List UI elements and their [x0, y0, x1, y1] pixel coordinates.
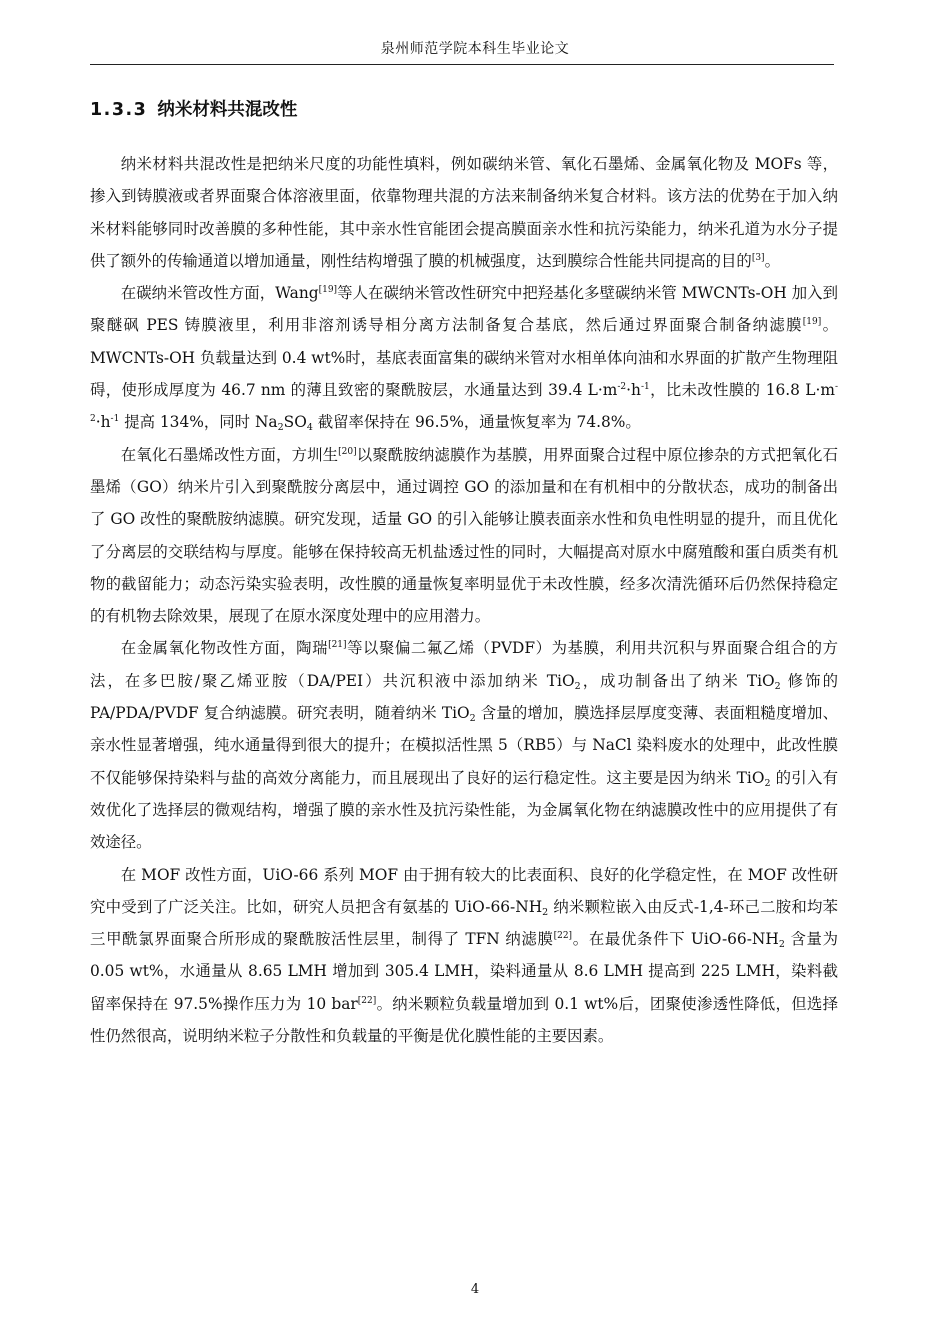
subscript: 2: [774, 680, 781, 692]
paragraph-text: 在金属氧化物改性方面，陶瑞: [120, 639, 329, 658]
paragraph-text: 等人在碳纳米管改性研究中把羟基化多壁碳纳米管 MWCNTs-OH 加入到聚醚砜 PES 铸膜液里，利用非溶剂诱导相分离方法制备复合基底，然后通过界面聚合制备纳滤膜: [90, 284, 838, 335]
header-title: 泉州师范学院本科生毕业论文: [380, 41, 570, 57]
citation-ref: [21]: [328, 640, 347, 651]
header-rule: [90, 64, 834, 65]
subscript: 2: [277, 422, 284, 434]
subscript: 2: [778, 939, 785, 951]
paragraph-text: 含量为 0.05 wt%，水通量从 8.65 LMH 增加到 305.4 LMH，染料通量从 8.6 LMH 提高到 225 LMH，染料截留率保持在 97.5%操作压力为 10 bar: [90, 930, 838, 1013]
paragraph-text: 的引入有效优化了选择层的微观结构，增强了膜的亲水性及抗污染性能，为金属氧化物在纳滤膜改性中的应用提供了有效途径。: [90, 768, 838, 852]
paragraph-text: 。纳米颗粒负载量增加到 0.1 wt%后，团聚使渗透性降低，但选择性仍然很高，说明纳米粒子分散性和负载量的平衡是优化膜性能的主要因素。: [90, 994, 838, 1046]
paragraph-4: [90, 632, 838, 858]
paragraph-text: ·h: [95, 413, 111, 432]
paragraph-text: 。在最优条件下 UiO-66-NH: [572, 930, 779, 949]
subscript: 2: [542, 906, 549, 918]
superscript: -1: [640, 382, 650, 393]
paragraph-text: ·h: [626, 381, 641, 400]
citation-ref: [19]: [318, 285, 338, 296]
paragraph-5: [90, 859, 838, 1053]
subscript: 2: [764, 777, 771, 789]
citation-ref: [3]: [751, 252, 765, 263]
paragraph-text: 在 MOF 改性方面，UiO-66 系列 MOF 由于拥有较大的比表面积、良好的化学稳定性，在 MOF 改性研究中受到了广泛关注。比如，研究人员把含有氨基的 UiO-66-NH: [90, 865, 838, 916]
paragraph-text: 纳米颗粒嵌入由反式-1,4-环己二胺和均苯三甲酰氯界面聚合所形成的聚酰胺活性层里，制得了 TFN 纳滤膜: [90, 897, 838, 949]
paragraph-text: 以聚酰胺纳滤膜作为基膜，用界面聚合过程中原位掺杂的方式把氧化石墨烯（GO）纳米片引入到聚酰胺分离层中，通过调控 GO 的添加量和在有机相中的分散状态，成功的制备出了 GO 改性的聚酰胺纳滤膜。研究发现，适量 GO 的引入能够让膜表面亲水性和负电性明显的提升，而且优化了分离层的交联结构与厚度。能够在保持较高无机盐透过性的同时，大幅提高对原水中腐殖酸和蛋白质类有机物的截留能力；动态污染实验表明，改性膜的通量恢复率明显优于未改性膜，经多次清洗循环后仍然保持稳定的有机物去除效果，展现了在原水深度处理中的应用潜力。: [90, 445, 838, 626]
paragraph-text: ，比未改性膜的 16.8 L·m: [649, 381, 835, 400]
citation-ref: [19]: [802, 317, 822, 328]
paragraph-text: ，成功制备出了纳米 TiO: [580, 671, 775, 690]
paragraph-3: [90, 439, 838, 633]
paragraph-text: SO: [283, 413, 307, 432]
subscript: 2: [469, 713, 476, 725]
paragraph-2: [90, 277, 838, 438]
paragraph-text: 含量的增加，膜选择层厚度变薄、表面粗糙度增加、亲水性显著增强，纯水通量得到很大的提升；在模拟活性黑 5（RB5）与 NaCl 染料废水的处理中，此改性膜不仅能够保持染料与盐的高效分离能力，而且展现出了良好的运行稳定性。这主要是因为纳米 TiO: [90, 704, 838, 787]
paragraph-text: 等以聚偏二氟乙烯（PVDF）为基膜，利用共沉积与界面聚合组合的方法，在多巴胺/聚乙烯亚胺（DA/PEI）共沉积液中添加纳米 TiO: [90, 639, 838, 690]
superscript: -2: [90, 382, 838, 425]
subscript: 4: [306, 422, 313, 434]
paragraph-1: [90, 148, 838, 277]
section-number: 1.3.3: [90, 100, 148, 120]
paragraph-text: 提高 134%，同时 Na: [119, 413, 278, 432]
citation-ref: [22]: [553, 931, 573, 942]
subscript: 2: [574, 680, 581, 692]
paragraph-text: 在氧化石墨烯改性方面，方圳生: [120, 445, 339, 464]
citation-ref: [20]: [338, 446, 357, 457]
page-number: 4: [470, 1282, 480, 1297]
citation-ref: [22]: [357, 995, 377, 1006]
paragraph-text: 纳米材料共混改性是把纳米尺度的功能性填料，例如碳纳米管、氧化石墨烯、金属氧化物及 MOFs 等，掺入到铸膜液或者界面聚合体溶液里面，依靠物理共混的方法来制备纳米复合材料。该方法的优势在于加入纳米材料能够同时改善膜的多种性能，其中亲水性官能团会提高膜面亲水性和抗污染能力，纳米孔道为水分子提供了额外的传输通道以增加通量，刚性结构增强了膜的机械强度，达到膜综合性能共同提高的目的: [90, 155, 838, 270]
superscript: -1: [110, 414, 120, 425]
paragraph-text: 。MWCNTs-OH 负载量达到 0.4 wt%时，基底表面富集的碳纳米管对水相单体向油和水界面的扩散产生物理阻碍，使形成厚度为 46.7 nm 的薄且致密的聚酰胺层，水通量达到 39.4 L·m: [90, 316, 838, 400]
superscript: -2: [617, 382, 627, 393]
paragraph-text: 。: [764, 251, 780, 270]
paragraph-text: 修饰的 PA/PDA/PVDF 复合纳滤膜。研究表明，随着纳米 TiO: [90, 671, 838, 723]
body-text: [90, 148, 838, 1052]
paragraph-text: 截留率保持在 96.5%，通量恢复率为 74.8%。: [312, 413, 641, 432]
paragraph-text: 在碳纳米管改性方面，Wang: [120, 284, 319, 303]
section-heading: [90, 96, 297, 121]
section-title: 纳米材料共混改性: [157, 100, 298, 120]
